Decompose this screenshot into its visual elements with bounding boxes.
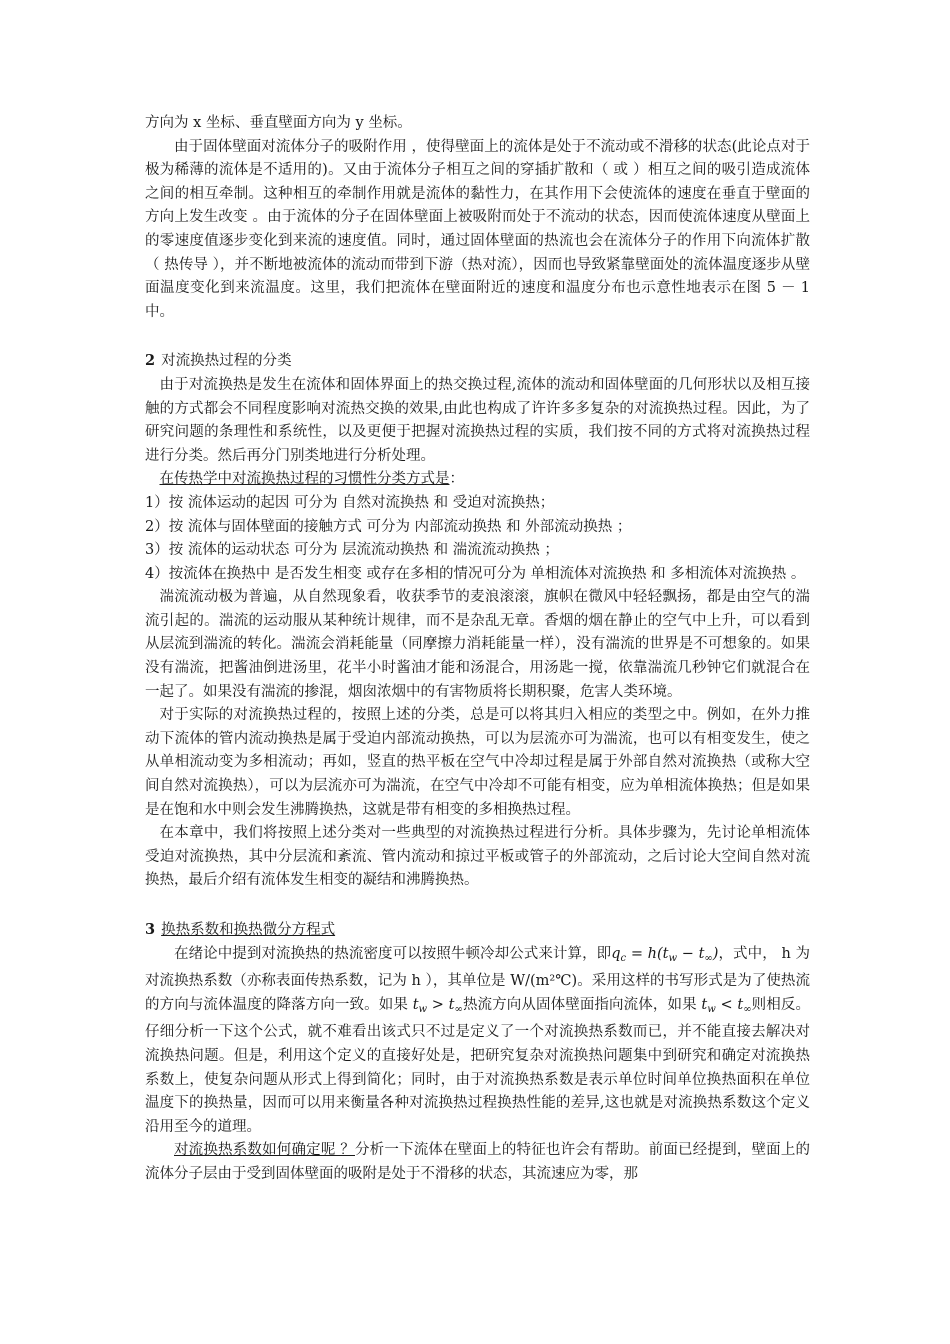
text-run: 则相反。仔细分析一下这个公式，就不难看出该式只不过是定义了一个对流换热系数而已，并不能直接去解决对流换热问题。但是，利用这个定义的直接好处是，把研究复杂对流换热问题集中到研究和确定对流换热系数上，使复杂问题从形式上得到简化；同时，由于对流换热系数是表示单位时间单位换热面积在单位温度下的换热量，因而可以用来衡量各种对流换热过程换热性能的差异,这也就是对流换热系数这个定义沿用至今的道理。 xyxy=(145,996,811,1135)
paragraph-newton-cooling xyxy=(145,943,810,1140)
section-title: 对流换热过程的分类 xyxy=(161,353,292,370)
paragraph-wall-adsorption: 由于固体壁面对流体分子的吸附作用 ，使得壁面上的流体是处于不流动或不滑移的状态(此论点对于极为稀薄的流体是不适用的)。又由于流体分子相互之间的穿插扩散和（ 或 ）相互之间的吸引造成流体之间的相互牵制。这种相互的牵制作用就是流体的黏性力，在其作用下会使流体的速度在垂直于壁面的方向上发生改变 。由于流体的分子在固体壁面上被吸附而处于不流动的状态，因而使流体速度从壁面上的零速度值逐步变化到来流的速度值。同时，通过固体壁面的热流也会在流体分子的作用下向流体扩散（ 热传导 ），并不断地被流体的流动而带到下游（热对流），因而也导致紧靠壁面处的流体温度逐步从壁面温度变化到来流温度。这里，我们把流体在壁面附近的速度和温度分布也示意性地表示在图 5 － 1 中。 xyxy=(145,138,810,320)
continued-line: 方向为 x 坐标、垂直壁面方向为 y 坐标。 xyxy=(145,115,412,131)
text-run: 分析一下流体在壁面上的特征也许会有帮助。前面已经提到，壁面上的流体分子层由于受到固体壁面的吸附是处于不滑移的状态，其流速应为零，那 xyxy=(145,1142,811,1182)
lead-colon: ： xyxy=(449,471,464,488)
section-2-heading xyxy=(145,349,810,374)
paragraph-chapter-plan: 在本章中，我们将按照上述分类对一些典型的对流换热过程进行分析。具体步骤为，先讨论单相流体受迫对流换热，其中分层流和紊流、管内流动和掠过平板或管子的外部流动，之后讨论大空间自然对流换热，最后介绍有流体发生相变的凝结和沸腾换热。 xyxy=(145,825,810,889)
paragraph-classification-intro: 由于对流换热是发生在流体和固体界面上的热交换过程,流体的流动和固体壁面的几何形状以及相互接触的方式都会不同程度影响对流热交换的效果,由此也构成了许许多多复杂的对流换热过程。因此，为了研究问题的条理性和系统性，以及更便于把握对流换热过程的实质，我们按不同的方式将对流换热过程进行分类。然后再分门别类地进行分析处理。 xyxy=(145,376,810,464)
list-item: 4）按流体在换热中 是否发生相变 或存在多相的情况可分为 单相流体对流换热 和 多相流体对流换热 。 xyxy=(145,565,806,582)
text-run: 在绪论中提到对流换热的热流密度可以按照牛顿冷却公式来计算，即 xyxy=(174,945,612,962)
classification-lead xyxy=(145,468,810,492)
text-run: 热流方向从固体壁面指向流体，如果 xyxy=(462,996,702,1013)
section-3-heading xyxy=(145,918,810,943)
paragraph-how-to-determine xyxy=(145,1139,810,1186)
text-run: ，式中， h 为对流换热系数（亦称表面传热系数，记为 h ），其单位是 W/(m²℃)。采用这样的书写形式是为了使热流的方向与流体温度的降落方向一致。如果 xyxy=(145,945,810,1013)
section-number: 3 xyxy=(145,921,156,938)
underlined-question: 对流换热系数如何确定呢 ？ xyxy=(174,1142,355,1159)
newton-cooling-formula: $q_c = h(t_w - t_\infty)$ xyxy=(611,945,719,964)
condition-formula: $t_w < t_\infty$ xyxy=(701,996,752,1015)
underlined-lead: 在传热学中对流换热过程的习惯性分类方式是 xyxy=(159,471,450,488)
section-number: 2 xyxy=(145,352,156,370)
list-item: 2）按 流体与固体壁面的接触方式 可分为 内部流动换热 和 外部流动换热 ； xyxy=(145,518,632,535)
section-title: 换热系数和换热微分方程式 xyxy=(161,922,336,938)
classification-list xyxy=(145,492,810,586)
list-item: 1）按 流体运动的起因 可分为 自然对流换热 和 受迫对流换热； xyxy=(145,494,555,511)
paragraph-turbulence: 湍流流动极为普遍，从自然现象看，收获季节的麦浪滚滚，旗帜在微风中轻轻飘扬，都是由空气的湍流引起的。湍流的运动服从某种统计规律，而不是杂乱无章。香烟的烟在静止的空气中上升，可以看到从层流到湍流的转化。湍流会消耗能量（同摩擦力消耗能量一样），没有湍流的世界是不可想象的。如果没有湍流，把酱油倒进汤里，花半小时酱油才能和汤混合，用汤匙一搅，依靠湍流几秒钟它们就混合在一起了。如果没有湍流的掺混，烟囱浓烟中的有害物质将长期积聚，危害人类环境。 xyxy=(145,589,810,700)
condition-formula: $t_w > t_\infty$ xyxy=(412,996,463,1015)
paragraph-examples: 对于实际的对流换热过程的，按照上述的分类，总是可以将其归入相应的类型之中。例如，在外力推动下流体的管内流动换热是属于受迫内部流动换热，可以为层流亦可为湍流，也可以有相变发生，使之从单相流动变为多相流动；再如，竖直的热平板在空气中冷却过程是属于外部自然对流换热（或称大空间自然对流换热），可以为层流亦可为湍流，在空气中冷却不可能有相变，应为单相流体换热；但是如果是在饱和水中则会发生沸腾换热，这就是带有相变的多相换热过程。 xyxy=(145,707,810,818)
list-item: 3）按 流体的运动状态 可分为 层流流动换热 和 湍流流动换热 ； xyxy=(145,542,559,559)
document-page xyxy=(145,112,810,1187)
